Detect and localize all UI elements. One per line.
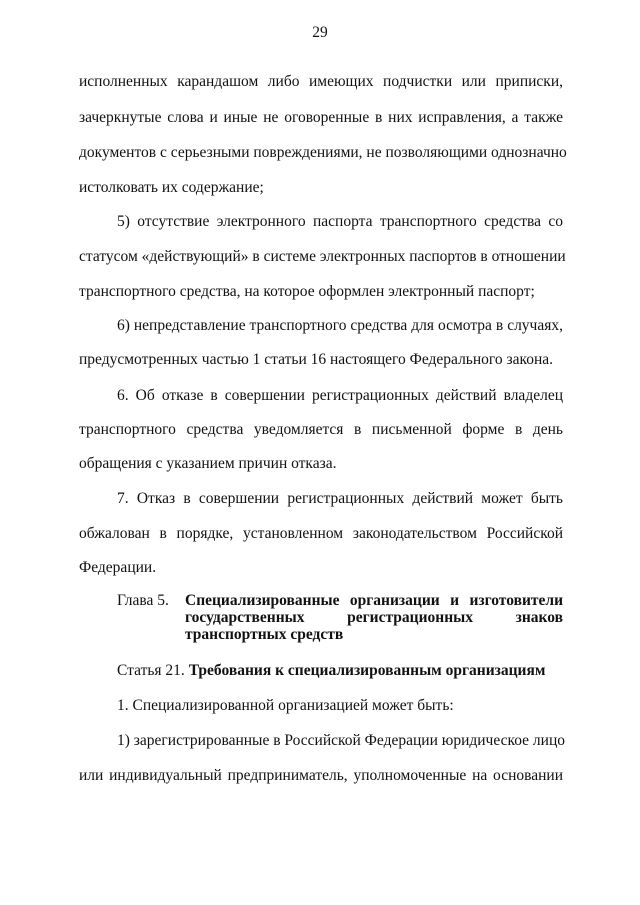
text-line: Федерации. [79, 559, 157, 576]
chapter-title-line: государственных регистрационных знаков [185, 609, 563, 626]
text-line: обращения с указанием причин отказа. [79, 455, 337, 472]
text-line: или индивидуальный предприниматель, уполномоченные на основании [79, 767, 563, 784]
text-line: истолковать их содержание; [79, 179, 264, 196]
text-line: 1) зарегистрированные в Российской Федерации юридическое лицо [117, 732, 566, 749]
text-line: 5) отсутствие электронного паспорта транспортного средства со [117, 213, 563, 230]
text-line: зачеркнутые слова и иные не оговоренные в них исправления, а также [79, 109, 563, 126]
text-line: обжалован в порядке, установленном законодательством Российской [79, 525, 563, 542]
text-line: документов с серьезными повреждениями, не позволяющими однозначно [79, 144, 567, 161]
text-line: статусом «действующий» в системе электронных паспортов в отношении [79, 248, 566, 265]
text-line: транспортного средства уведомляется в письменной форме в день [79, 421, 563, 438]
article-title: Требования к специализированным организациям [188, 662, 546, 679]
text-line: 7. Отказ в совершении регистрационных действий может быть [117, 490, 563, 507]
chapter-title-line: Специализированные организации и изготовители [185, 592, 563, 609]
text-line: транспортного средства, на которое оформлен электронный паспорт; [79, 283, 535, 300]
page-number: 29 [312, 24, 328, 41]
article-heading [79, 661, 563, 681]
text-line: предусмотренных частью 1 статьи 16 настоящего Федерального закона. [79, 351, 554, 368]
text-line: исполненных карандашом либо имеющих подчистки или приписки, [79, 73, 563, 90]
text-line: 6) непредставление транспортного средства для осмотра в случаях, [117, 317, 563, 334]
chapter-title [185, 592, 563, 643]
text-line: 6. Об отказе в совершении регистрационных действий владелец [117, 387, 563, 404]
chapter-title-line: транспортных средств [185, 626, 344, 643]
article-prefix: Статья 21. [117, 662, 189, 679]
text-line: 1. Специализированной организацией может быть: [117, 697, 454, 714]
chapter-label: Глава 5. [117, 592, 169, 609]
